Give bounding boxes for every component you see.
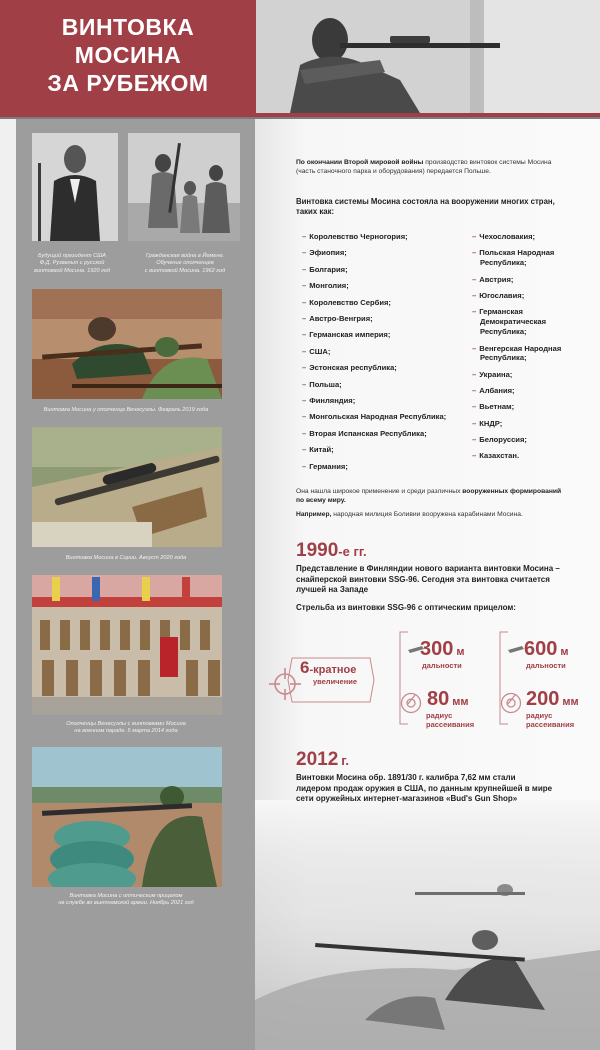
intro-rest: производство винтовок системы Мосина: [423, 159, 552, 166]
list-dash: –: [302, 330, 307, 340]
country-name: Королевство Черногория;: [309, 232, 408, 241]
list-dash: –: [302, 396, 307, 405]
country-name: Болгария;: [309, 264, 348, 274]
country-name-line: [472, 402, 592, 412]
yemen-caption: [124, 253, 246, 275]
roosevelt-caption: [22, 253, 122, 275]
list-dash: –: [472, 248, 477, 258]
list-dash: –: [472, 307, 477, 316]
year-1990-number: 1990: [296, 540, 339, 561]
country-name: Республика;: [480, 258, 527, 268]
country-item: [302, 347, 330, 357]
country-item: [472, 232, 592, 242]
dispersion-80-label: [426, 711, 496, 729]
dispersion-80-unit: мм: [452, 696, 469, 708]
country-name: Польша;: [309, 379, 342, 389]
list-dash: –: [302, 428, 307, 438]
country-name: Чехословакия;: [479, 232, 536, 241]
year-1990: [296, 540, 367, 562]
list-dash: –: [302, 379, 307, 389]
target-icon: [500, 692, 522, 714]
country-name-line: [472, 451, 592, 461]
country-name: Монгольская Народная Республика;: [309, 412, 447, 422]
country-item: [302, 281, 349, 291]
country-name: США;: [309, 346, 331, 356]
range-300-number: 300: [420, 638, 454, 660]
country-item: [302, 265, 348, 275]
country-item: [302, 429, 427, 439]
list-dash: –: [472, 343, 477, 353]
yemen-photo: [128, 133, 240, 241]
country-item: [302, 330, 390, 340]
country-item: [302, 445, 334, 455]
page-title-line1: ВИНТОВКА: [61, 14, 195, 40]
range-300: [420, 638, 465, 661]
text-line: сети оружейных интернет-магазинов «Bud's Gun Shop»: [296, 794, 518, 804]
country-name: КНДР;: [479, 418, 503, 428]
list-dash: –: [302, 363, 307, 373]
country-name-line: [472, 370, 592, 380]
photo-column: [16, 119, 255, 1050]
zoom-word: -кратное: [309, 664, 357, 676]
range-300-unit: м: [456, 646, 465, 658]
country-name-line: [472, 232, 592, 242]
list-dash: –: [472, 232, 477, 241]
country-item: [472, 435, 592, 445]
country-name: Венгерская Народная: [479, 343, 562, 353]
list-dash: –: [302, 346, 307, 356]
country-item: [302, 462, 348, 472]
country-name: Вторая Испанская Республика;: [309, 428, 427, 438]
range-600-number: 600: [524, 638, 558, 660]
parade-caption: [20, 721, 232, 736]
ssg96-subtitle: Стрельба из винтовки SSG-96 с оптическим прицелом:: [296, 603, 516, 612]
country-name: Албания;: [479, 386, 515, 396]
country-name: Финляндия;: [309, 396, 356, 405]
country-name: Вьетнам;: [479, 402, 515, 412]
country-item: [302, 248, 347, 258]
countries-heading: [296, 197, 586, 218]
dispersion-80-number: 80: [427, 688, 450, 710]
country-item: [472, 275, 592, 285]
country-item: [472, 291, 592, 301]
list-dash: –: [472, 451, 477, 460]
zoom-value: [300, 658, 356, 678]
label-line: радиус: [426, 711, 453, 720]
usage-bold: вооруженных формирований: [462, 488, 562, 495]
dispersion-200-unit: мм: [562, 696, 579, 708]
caption-line: Гражданская война в Йемене.: [145, 253, 225, 259]
dispersion-200-number: 200: [526, 688, 560, 710]
country-item: [472, 402, 592, 412]
caption-line: Винтовка Мосина с оптическим прицелом: [69, 893, 183, 899]
country-name: Демократическая: [480, 316, 547, 326]
list-dash: –: [302, 412, 307, 422]
caption-line: Будущий президент США: [37, 253, 107, 259]
text-line: лучшей на Западе: [296, 585, 369, 595]
list-dash: –: [302, 461, 307, 471]
country-name: Австрия;: [479, 274, 514, 284]
list-dash: –: [472, 274, 477, 284]
range-600-label: дальности: [526, 661, 566, 670]
country-item: [472, 307, 592, 337]
intro-bold: По окончании Второй мировой войны: [296, 159, 424, 166]
country-name: Китай;: [309, 445, 334, 455]
country-name-line: [472, 386, 592, 396]
country-item: [472, 370, 592, 380]
usage-pre: Она нашла широкое применение и среди различных: [296, 488, 463, 495]
bolivia-bold: Например,: [296, 511, 332, 518]
country-name: Республика;: [480, 326, 527, 336]
syria-caption: Винтовка Мосина в Сирии. Август 2020 года: [65, 555, 187, 561]
text-line: лидером продаж оружия в США, по данным крупнейшей в мире: [296, 783, 553, 793]
country-name: Украина;: [479, 370, 513, 379]
list-dash: –: [472, 386, 477, 396]
list-dash: –: [472, 370, 477, 379]
caption-line: с винтовкой Мосина. 1962 год: [144, 267, 226, 274]
list-dash: –: [302, 232, 307, 241]
country-item: [472, 248, 592, 268]
range-300-label: дальности: [422, 661, 462, 670]
country-name-line: [472, 258, 592, 268]
year-2012-suffix: г.: [341, 753, 350, 768]
text-line: снайперской винтовки SSG-96. Сегодня эта винтовка считается: [296, 574, 550, 584]
country-item: [472, 451, 592, 461]
soldiers-background-photo: [255, 800, 600, 1050]
list-dash: –: [302, 248, 307, 258]
intro-text: [296, 158, 586, 176]
dispersion-200-label: [526, 711, 596, 729]
year-2012-number: 2012: [296, 749, 339, 770]
country-item: [302, 396, 355, 406]
list-dash: –: [472, 402, 477, 412]
country-name: Германская: [479, 307, 523, 316]
country-name-line: [472, 317, 592, 327]
country-item: [302, 412, 446, 422]
caption-line: Ф.Д. Рузвельт с русской: [39, 260, 105, 267]
country-name: Королевство Сербия;: [309, 297, 391, 307]
list-dash: –: [472, 290, 477, 300]
country-item: [302, 314, 373, 324]
country-name-line: [472, 344, 592, 354]
bolivia-rest: народная милиция Боливии вооружена карабинами Мосина.: [331, 511, 523, 518]
list-dash: –: [472, 418, 477, 428]
usage-text: [296, 487, 586, 505]
caption-line: винтовкой Мосина. 1920 год: [33, 267, 111, 274]
bolivia-text: [296, 510, 586, 519]
text-line: Представление в Финляндии нового варианта винтовки Мосина –: [296, 564, 560, 573]
country-name-line: [472, 353, 592, 363]
dispersion-200: [526, 688, 579, 711]
country-name: Белоруссия;: [479, 434, 527, 444]
country-item: [302, 363, 397, 373]
country-item: [302, 380, 342, 390]
venezuela-caption: Винтовка Мосина у ополченца Венесуэлы. Февраль 2019 года: [43, 407, 209, 413]
crosshair-icon: [268, 667, 302, 701]
caption-line: Ополченцы Венесуэлы с винтовками Мосина: [66, 721, 186, 727]
country-item: [472, 344, 592, 364]
label-line: рассеивания: [526, 720, 575, 729]
list-dash: –: [302, 297, 307, 307]
country-name: Германская империя;: [309, 330, 391, 340]
intro-line2: (часть станочного парка и оборудования) передается Польше.: [296, 168, 491, 176]
range-600-unit: м: [560, 646, 569, 658]
country-name: Польская Народная: [479, 248, 555, 258]
country-name-line: [472, 307, 592, 317]
page-title-line2: МОСИНА: [74, 42, 182, 68]
country-name: Республика;: [480, 353, 527, 363]
country-name-line: [472, 327, 592, 337]
year-1990-suffix: -е гг.: [338, 544, 367, 559]
zoom-number: 6: [300, 658, 310, 677]
country-name: Монголия;: [309, 281, 349, 291]
label-line: рассеивания: [426, 720, 475, 729]
sales-text: [296, 773, 596, 805]
country-name-line: [472, 435, 592, 445]
label-line: радиус: [526, 711, 553, 720]
parade-photo: [32, 575, 222, 715]
vietnam-photo: [32, 747, 222, 887]
country-item: [472, 419, 592, 429]
country-item: [302, 298, 391, 308]
country-name: Австро-Венгрия;: [309, 314, 373, 323]
country-item: [302, 232, 408, 242]
list-dash: –: [302, 445, 307, 455]
title-box: [0, 0, 256, 113]
heading-line: Винтовка системы Мосина состояла на вооружении многих стран,: [296, 197, 555, 206]
country-item: [472, 386, 592, 396]
country-name: Югославия;: [479, 290, 525, 300]
country-name: Германия;: [309, 461, 348, 471]
country-name: Эфиопия;: [309, 248, 347, 258]
caption-line: Обучение ополченцев: [156, 260, 214, 267]
heading-line: таких как:: [296, 207, 335, 217]
roosevelt-photo: [32, 133, 118, 241]
text-line: Винтовки Мосина обр. 1891/30 г. калибра 7,62 мм стали: [296, 773, 516, 782]
country-name-line: [472, 275, 592, 285]
country-name-line: [472, 291, 592, 301]
syria-photo: [32, 427, 222, 547]
country-name: Казахстан.: [479, 451, 520, 460]
country-name: Эстонская республика;: [309, 363, 397, 373]
country-name-line: [472, 419, 592, 429]
vietnam-caption: [20, 893, 232, 908]
list-dash: –: [302, 314, 307, 323]
usage-bold-2: по всему миру.: [296, 497, 346, 505]
caption-line: на службе во вьетнамской армии. Ноябрь 2021 год: [58, 900, 194, 907]
year-2012: [296, 749, 349, 771]
page-title-line3: ЗА РУБЕЖОМ: [47, 70, 209, 96]
list-dash: –: [302, 281, 307, 291]
range-600: [524, 638, 569, 661]
target-icon: [400, 692, 422, 714]
dispersion-80: [427, 688, 469, 711]
zoom-label: увеличение: [312, 677, 358, 686]
caption-line: на военном параде. 5 марта 2014 года: [74, 728, 178, 735]
venezuela-photo: [32, 289, 222, 399]
list-dash: –: [472, 434, 477, 444]
country-name-line: [472, 248, 592, 258]
ssg96-text: [296, 564, 596, 596]
list-dash: –: [302, 264, 307, 274]
